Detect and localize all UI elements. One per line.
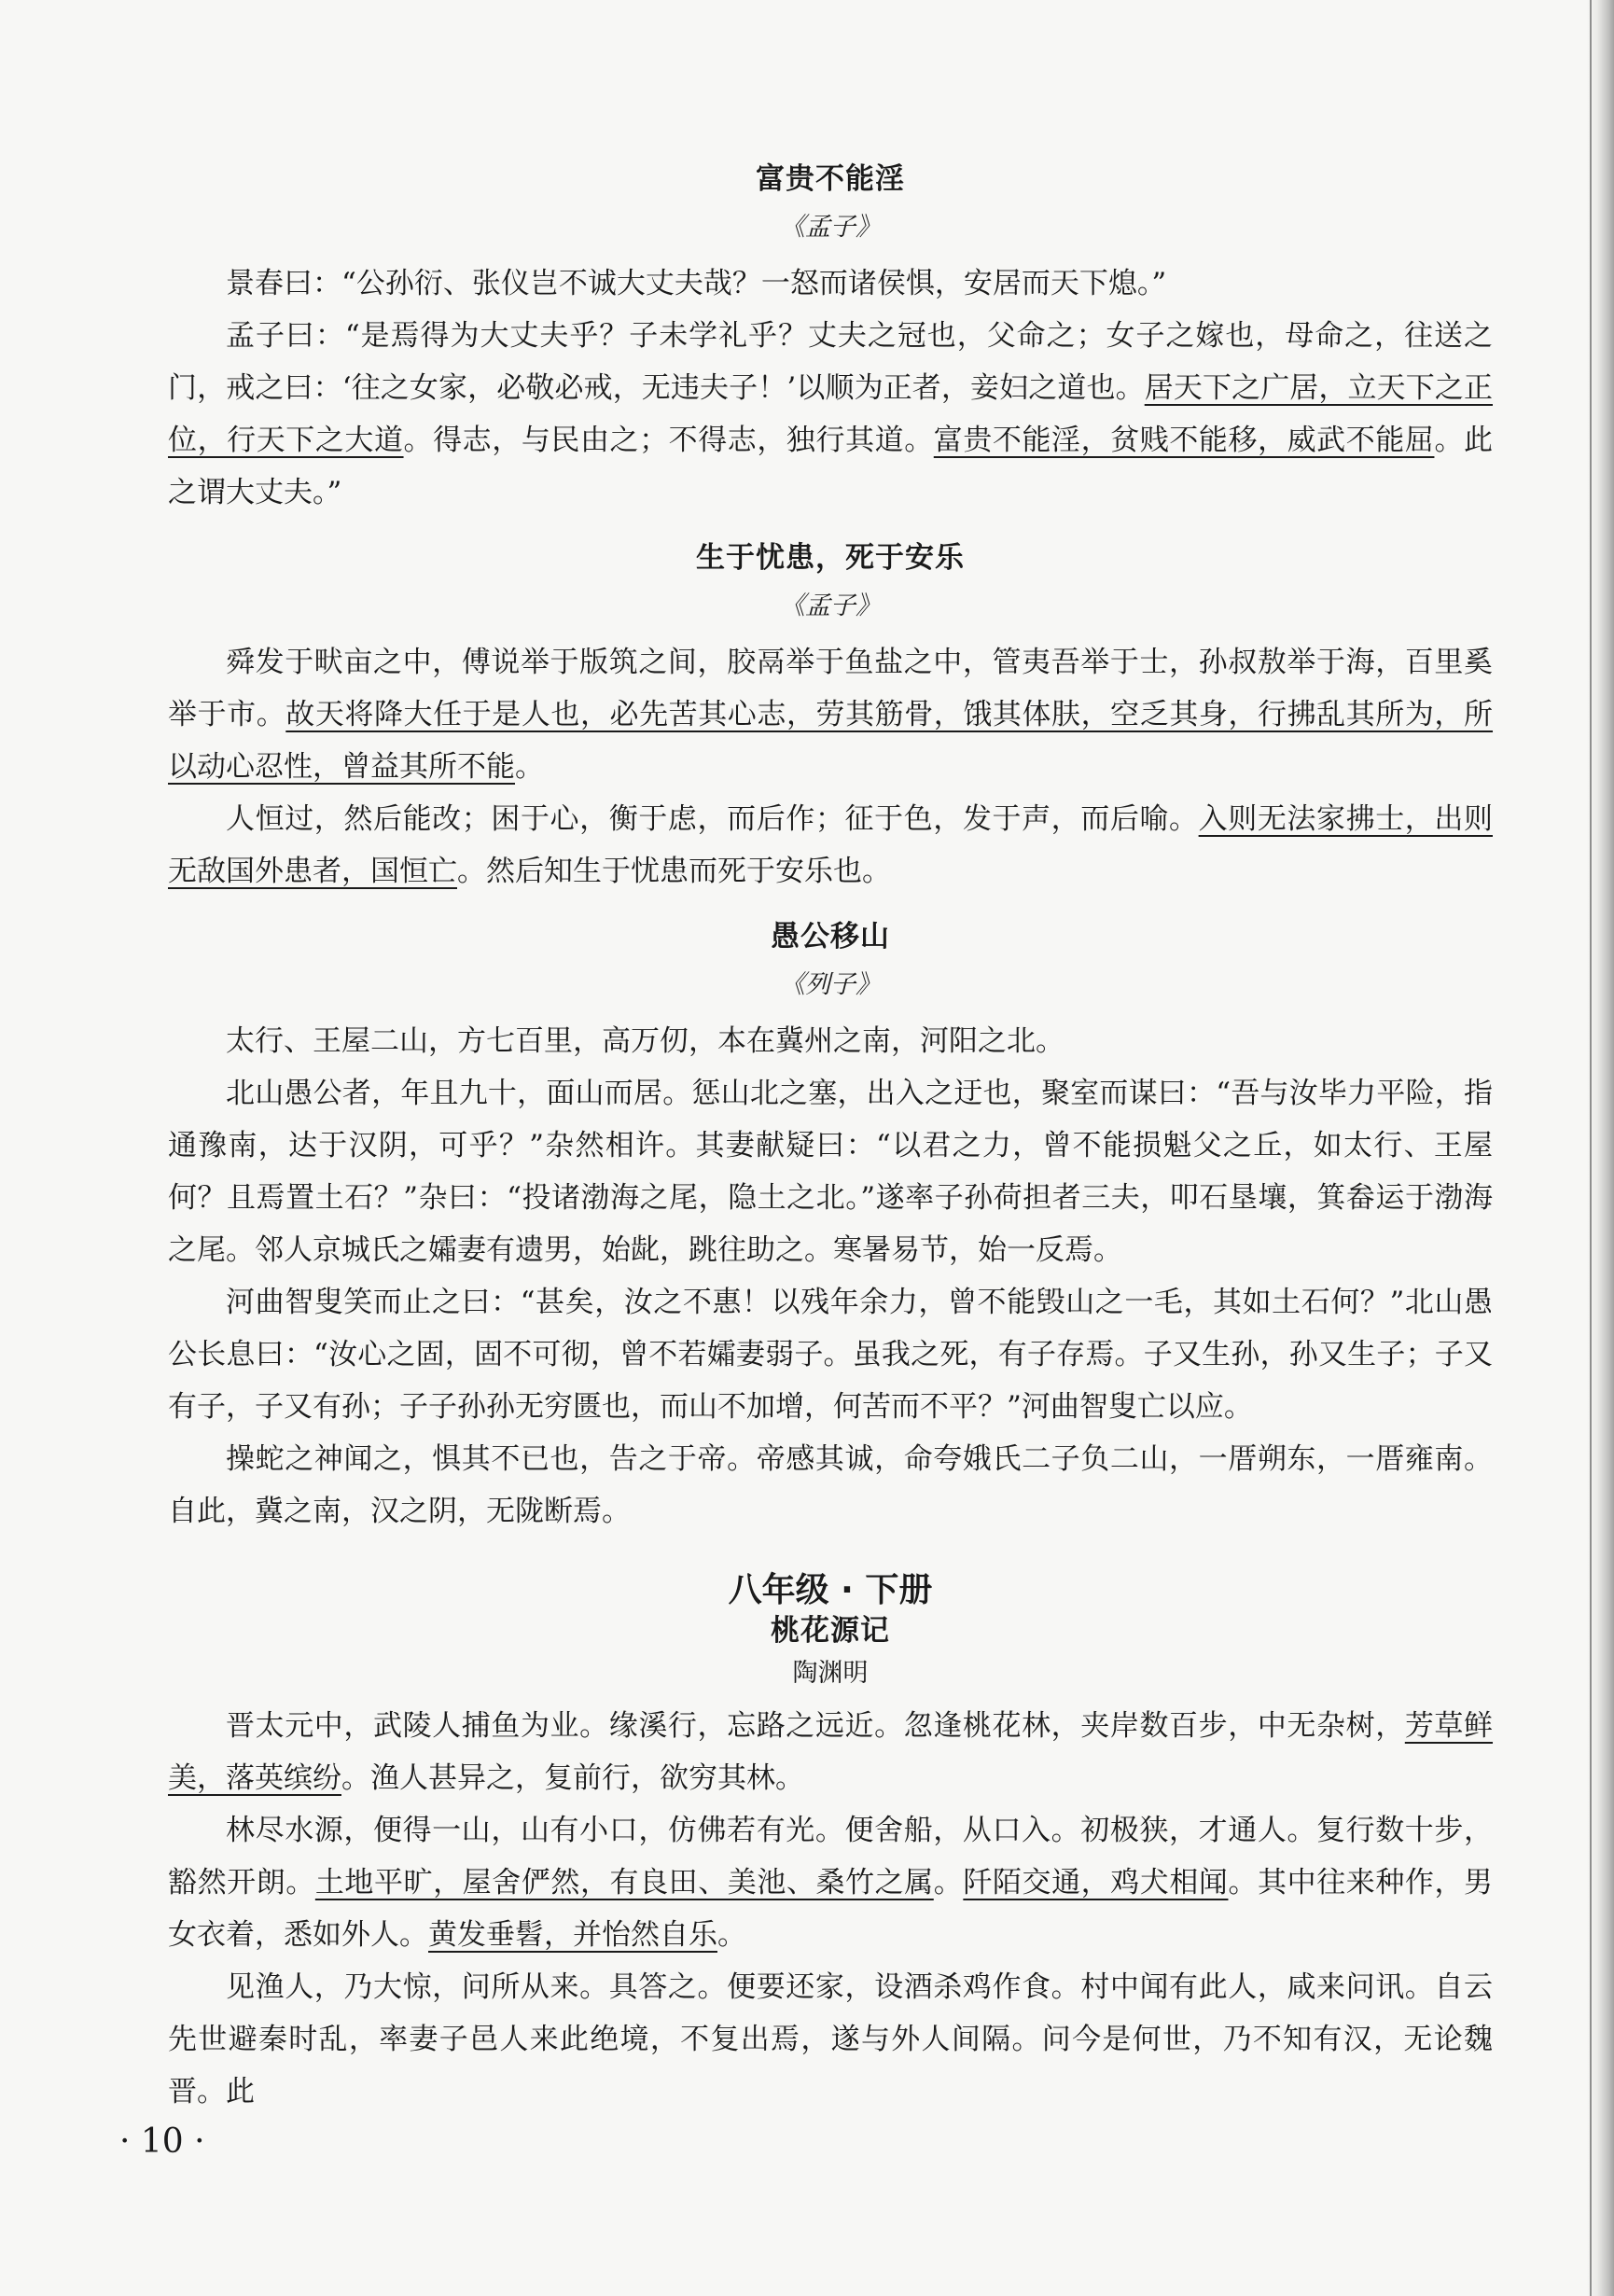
underlined-passage: 富贵不能淫，贫贱不能移，威武不能屈	[933, 424, 1435, 457]
underlined-passage: 芳草鲜美，落英缤纷	[168, 1709, 1494, 1795]
underlined-passage: 故天将降大任于是人也，必先苦其心志，劳其筋骨，饿其体肤，空乏其身，行拂乱其所为，所以动心忍性，曾益其所不能	[168, 698, 1494, 784]
underlined-passage: 阡陌交通，鸡犬相闻	[963, 1866, 1229, 1899]
grade-heading: 八年级 · 下册	[728, 1571, 933, 1609]
paragraph: 孟子曰：“是焉得为大丈夫乎？子未学礼乎？丈夫之冠也，父命之；女子之嫁也，母命之，往送之门，戒之曰：‘往之女家，必敬必戒，无违夫子！’以顺为正者，妾妇之道也。居天下之广居，立天下之正位，行天下之大道。得志，与民由之；不得志，独行其道。富贵不能淫，贫贱不能移，威武不能屈。此之谓大丈夫。”	[168, 319, 1494, 509]
paragraph: 河曲智叟笑而止之曰：“甚矣，汝之不惠！以残年余力，曾不能毁山之一毛，其如土石何？”北山愚公长息曰：“汝心之固，固不可彻，曾不若孀妻弱子。虽我之死，有子存焉。子又生孙，孙又生子；子又有子，子又有孙；子子孙孙无穷匮也，而山不加增，何苦而不平？”河曲智叟亡以应。	[168, 1286, 1493, 1424]
paragraph: 舜发于畎亩之中，傅说举于版筑之间，胶鬲举于鱼盐之中，管夷吾举于士，孙叔敖举于海，百里奚举于市。故天将降大任于是人也，必先苦其心志，劳其筋骨，饿其体肤，空乏其身，行拂乱其所为，所以动心忍性，曾益其所不能。	[168, 646, 1494, 784]
paragraph: 太行、王屋二山，方七百里，高万仞，本在冀州之南，河阳之北。	[226, 1024, 1064, 1058]
section-source: 《孟子》	[780, 591, 881, 620]
underlined-passage: 黄发垂髫，并怡然自乐	[428, 1918, 717, 1952]
page-edge-line	[1590, 0, 1592, 2296]
section-title: 愚公移山	[771, 920, 890, 953]
paragraph: 北山愚公者，年且九十，面山而居。惩山北之塞，出入之迂也，聚室而谋曰：“吾与汝毕力平险，指通豫南，达于汉阴，可乎？”杂然相许。其妻献疑曰：“以君之力，曾不能损魁父之丘，如太行、王屋何？且焉置土石？”杂曰：“投诸渤海之尾，隐土之北。”遂率子孙荷担者三夫，叩石垦壤，箕畚运于渤海之尾。邻人京城氏之孀妻有遗男，始龀，跳往助之。寒暑易节，始一反焉。	[168, 1077, 1493, 1267]
section-fugui	[168, 160, 1493, 519]
paragraph: 人恒过，然后能改；困于心，衡于虑，而后作；征于色，发于声，而后喻。入则无法家拂士，出则无敌国外患者，国恒亡。然后知生于忧患而死于安乐也。	[168, 802, 1493, 888]
section-taohuayuan-ji	[168, 1612, 1493, 2118]
section-title: 生于忧患，死于安乐	[696, 541, 965, 575]
section-title: 富贵不能淫	[756, 162, 905, 196]
section-shengyu-youhuan	[168, 539, 1493, 898]
section-yugong-yishan	[168, 918, 1493, 1538]
paragraph: 晋太元中，武陵人捕鱼为业。缘溪行，忘路之远近。忽逢桃花林，夹岸数百步，中无杂树，芳草鲜美，落英缤纷。渔人甚异之，复前行，欲穷其林。	[168, 1709, 1494, 1795]
paragraph: 林尽水源，便得一山，山有小口，仿佛若有光。便舍船，从口入。初极狭，才通人。复行数十步，豁然开朗。土地平旷，屋舍俨然，有良田、美池、桑竹之属。阡陌交通，鸡犬相闻。其中往来种作，男女衣着，悉如外人。黄发垂髫，并怡然自乐。	[168, 1814, 1494, 1952]
underlined-passage: 土地平旷，屋舍俨然，有良田、美池、桑竹之属	[314, 1866, 934, 1899]
page-number: · 10 ·	[119, 2122, 205, 2161]
underlined-passage: 入则无法家拂士，出则无敌国外患者，国恒亡	[168, 802, 1493, 888]
paragraph: 操蛇之神闻之，惧其不已也，告之于帝。帝感其诚，命夸娥氏二子负二山，一厝朔东，一厝雍南。自此，冀之南，汉之阴，无陇断焉。	[168, 1442, 1493, 1528]
paragraph: 见渔人，乃大惊，问所从来。具答之。便要还家，设酒杀鸡作食。村中闻有此人，咸来问讯。自云先世避秦时乱，率妻子邑人来此绝境，不复出焉，遂与外人间隔。问今是何世，乃不知有汉，无论魏晋。此	[168, 1970, 1493, 2108]
paragraph: 景春曰：“公孙衍、张仪岂不诚大丈夫哉？一怒而诸侯惧，安居而天下熄。”	[226, 267, 1167, 300]
section-source: 《列子》	[780, 970, 881, 999]
page-content	[168, 160, 1493, 2118]
section-source: 《孟子》	[780, 213, 881, 242]
underlined-passage: 居天下之广居，立天下之正位，行天下之大道	[168, 371, 1493, 457]
section-title: 桃花源记	[771, 1614, 890, 1648]
section-author: 陶渊明	[792, 1659, 869, 1688]
